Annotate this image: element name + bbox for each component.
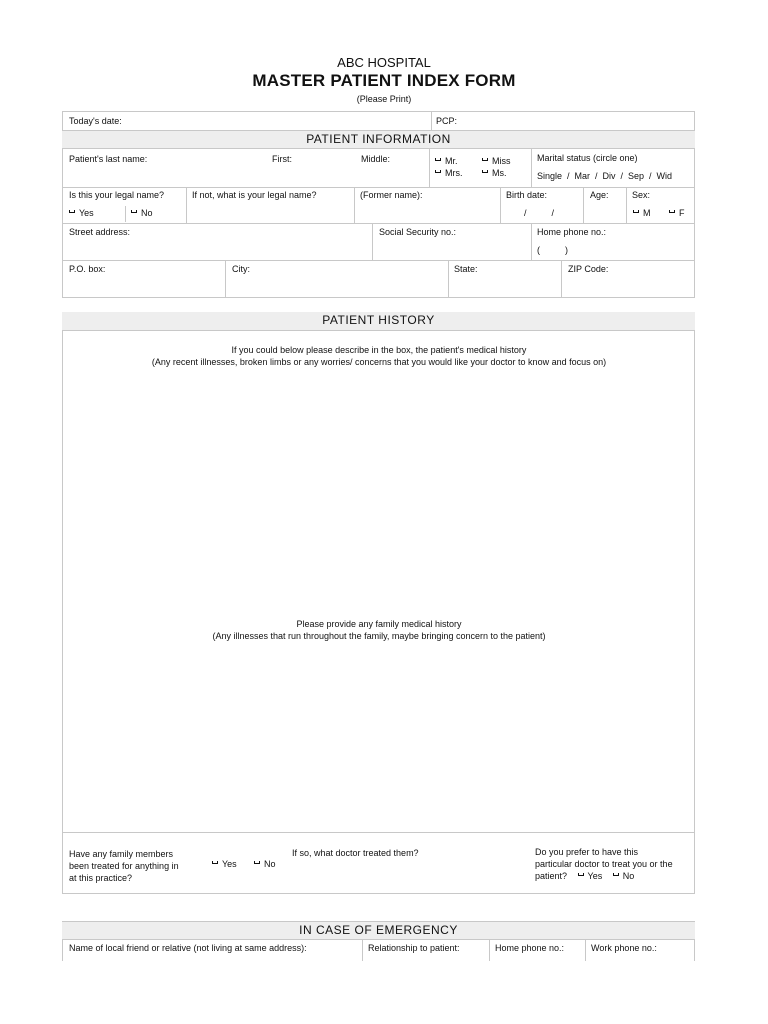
emergency-contact-name-label: Name of local friend or relative (not living at same address): — [69, 943, 307, 953]
prefer-doctor-question: Do you prefer to have this particular doctor to treat you or the patient? Yes No — [535, 847, 673, 881]
emergency-work-phone-label: Work phone no.: — [591, 943, 657, 953]
legal-name-question: Is this your legal name? — [69, 190, 165, 200]
checkbox-icon — [69, 210, 75, 213]
checkbox-icon — [613, 873, 619, 876]
legal-name-no-option[interactable]: No — [131, 208, 153, 219]
marital-status-options[interactable]: Single / Mar / Div / Sep / Wid — [537, 171, 673, 181]
city-label: City: — [232, 264, 250, 274]
marital-status-label: Marital status (circle one) — [537, 153, 638, 163]
emergency-home-phone-label: Home phone no.: — [495, 943, 565, 953]
checkbox-icon — [482, 158, 488, 161]
relationship-label: Relationship to patient: — [368, 943, 460, 953]
patient-history-heading: PATIENT HISTORY — [62, 312, 695, 331]
state-label: State: — [454, 264, 478, 274]
form-title: MASTER PATIENT INDEX FORM — [252, 71, 516, 90]
legal-name-label: If not, what is your legal name? — [192, 190, 317, 200]
checkbox-icon — [435, 158, 441, 161]
birth-date-field[interactable]: / / — [524, 208, 555, 218]
patient-information-heading: PATIENT INFORMATION — [62, 130, 695, 149]
family-no-option[interactable]: No — [254, 859, 276, 870]
checkbox-icon — [131, 210, 137, 213]
last-name-label: Patient's last name: — [69, 154, 148, 164]
checkbox-icon — [633, 210, 639, 213]
doctor-question: If so, what doctor treated them? — [292, 848, 419, 858]
birth-date-label: Birth date: — [506, 190, 548, 200]
sex-female-option[interactable]: F — [669, 208, 685, 219]
former-name-label: (Former name): — [360, 190, 423, 200]
sex-label: Sex: — [632, 190, 651, 200]
title-miss-option[interactable]: Miss — [482, 156, 511, 167]
checkbox-icon — [578, 873, 584, 876]
prefer-no-option[interactable]: No — [613, 871, 635, 881]
first-name-label: First: — [272, 154, 292, 164]
checkbox-icon — [435, 170, 441, 173]
middle-name-label: Middle: — [361, 154, 391, 164]
form-subtitle: (Please Print) — [356, 94, 412, 104]
todays-date-label: Today's date: — [69, 116, 122, 126]
checkbox-icon — [482, 170, 488, 173]
ssn-label: Social Security no.: — [379, 227, 457, 237]
sex-male-option[interactable]: M — [633, 208, 651, 219]
zip-code-label: ZIP Code: — [568, 264, 609, 274]
family-history-instructions: Please provide any family medical history (Any illnesses that run throughout the family, maybe bringing concern to the patient) — [212, 619, 546, 641]
checkbox-icon — [212, 861, 218, 864]
legal-name-yes-option[interactable]: Yes — [69, 208, 94, 219]
po-box-label: P.O. box: — [69, 264, 106, 274]
home-phone-field[interactable]: ( ) — [537, 245, 568, 255]
emergency-section — [62, 921, 695, 961]
pcp-label: PCP: — [436, 116, 458, 126]
prefer-yes-option[interactable]: Yes — [578, 871, 603, 881]
medical-history-instructions: If you could below please describe in the box, the patient's medical history (Any recent illnesses, broken limbs or any worries/ concerns that you would like your doctor to know and focus on) — [151, 345, 607, 367]
hospital-name: ABC HOSPITAL — [337, 55, 431, 70]
family-yes-option[interactable]: Yes — [212, 859, 237, 870]
family-members-question: Have any family members been treated for anything in at this practice? — [69, 849, 179, 883]
title-ms-option[interactable]: Ms. — [482, 168, 507, 179]
patient-history-section — [62, 312, 695, 894]
title-mr-option[interactable]: Mr. — [435, 156, 458, 167]
patient-information-section — [62, 111, 695, 298]
title-mrs-option[interactable]: Mrs. — [435, 168, 463, 179]
home-phone-label: Home phone no.: — [537, 227, 607, 237]
emergency-heading: IN CASE OF EMERGENCY — [62, 921, 695, 940]
street-address-label: Street address: — [69, 227, 131, 237]
age-label: Age: — [590, 190, 609, 200]
checkbox-icon — [254, 861, 260, 864]
checkbox-icon — [669, 210, 675, 213]
